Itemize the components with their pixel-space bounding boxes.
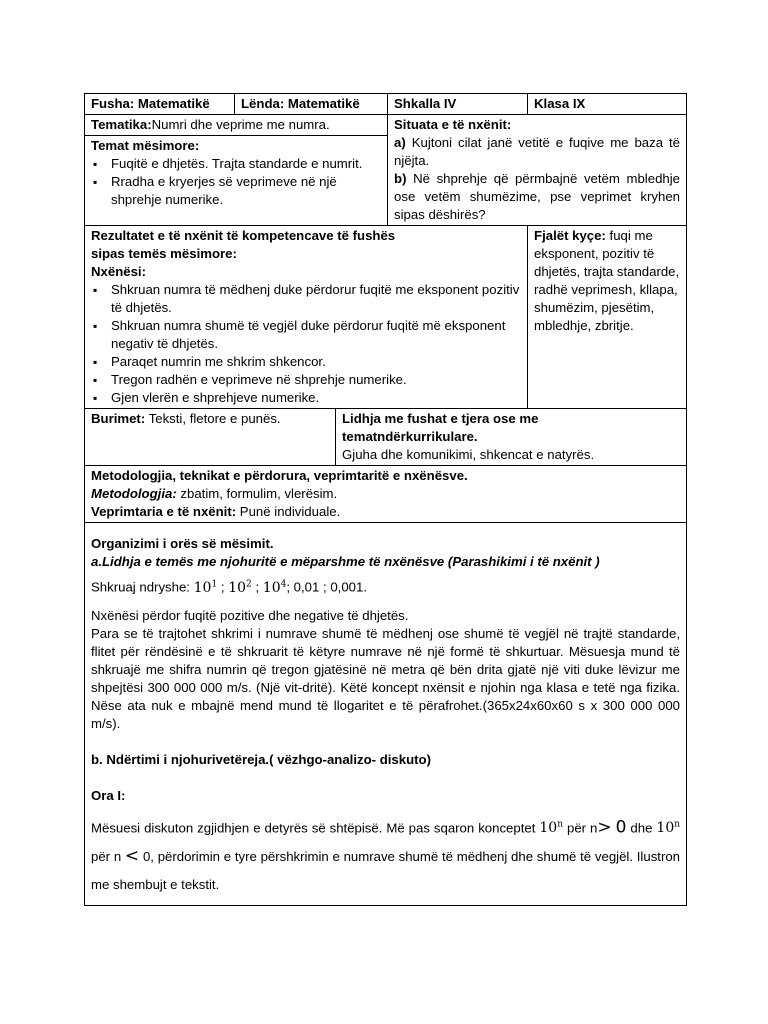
para1-rest: Para se të trajtohet shkrimi i numrave shumë të mëdhenj ose shumë të vegjël në trajtë standarde, flitet për rëndësinë e të shkruarit të këtyre numrave në një formë të shkurtuar. Mësuesja mund të shkruajë me shifra numrin që tregon gjatësinë në metra që bën drita gjatë një viti duke lëvizur me shpejtësi 300 000 000 m/s. (Një vit-dritë). Këtë koncept nxënsit e njohin nga klasa e tetë nga fizika. Nëse ata nuk e mbajnë mend mund të llogaritet e të përafrohet.(365x24x60x60 s x 300 000 000 m/s). <box>91 625 681 731</box>
situata-b-text: Në shprehje që përmbajnë vetëm mbledhje ose vetëm shumëzime, pse veprimet kryhen sipas dëshirës? <box>394 171 681 222</box>
situata-cell <box>388 115 687 226</box>
rezultat-item: ▪ Shkruan numra të mëdhenj duke përdorur fuqitë me eksponent pozitiv të dhjetës. <box>111 281 521 317</box>
fjalet-cell <box>528 226 687 409</box>
metodologjia-label: Metodologjia: <box>91 486 177 501</box>
rezultatet-cell <box>85 226 528 409</box>
dhe-text: dhe <box>630 820 653 836</box>
burimet-text: Teksti, fletore e punës. <box>148 411 281 426</box>
shkalla-label: Shkalla IV <box>394 96 457 111</box>
lidhja-label-2: tematndërkurrikulare. <box>342 429 478 444</box>
lidhja-cell <box>336 409 687 466</box>
separator: ; <box>255 579 260 595</box>
rezultat-item: ▪ Gjen vlerën e shprehjeve numerike. <box>111 389 521 407</box>
less-than-sign: < <box>124 846 140 867</box>
rezultatet-label-2: sipas temës mësimore: <box>91 246 237 261</box>
tematika-label: Tematika: <box>91 117 152 132</box>
temat-item: ▪ Rradha e kryerjes së veprimeve në një shprehje numerike. <box>111 173 381 209</box>
shkruaj-tail: ; 0,01 ; 0,001. <box>286 579 368 595</box>
klasa-label: Klasa IX <box>534 96 586 111</box>
tematika-row <box>85 115 387 136</box>
lenda-label: Lënda: Matematikë <box>241 96 360 111</box>
rezultatet-label-1: Rezultatet e të nxënit të kompetencave të fushës <box>91 228 396 243</box>
situata-label: Situata e të nxënit: <box>394 117 512 132</box>
para1-line1: Nxënësi përdor fuqitë pozitive dhe negative të dhjetës. <box>91 607 409 623</box>
greater-than-sign: > <box>597 817 612 838</box>
ora-paragraph <box>91 811 680 900</box>
shkruaj-line <box>91 575 680 597</box>
nxenesi-label: Nxënësi: <box>91 264 146 279</box>
situata-a-text: Kujtoni cilat janë vetitë e fuqive me baza të njëjta. <box>394 135 681 168</box>
zero-value: 0 <box>615 817 627 838</box>
ora-text-1: Mësuesi diskuton zgjidhjen e detyrës së shtëpisë. Më pas sqaron konceptet <box>91 820 536 836</box>
burimet-label: Burimet: <box>91 411 146 426</box>
metodologjia-text: zbatim, formulim, vlerësim. <box>180 486 338 501</box>
organizimi-sub-a: a.Lidhja e temës me njohuritë e mëparshme të nxënësve (Parashikimi i të nxënit ) <box>91 554 600 569</box>
fusha-label: Fusha: Matematikë <box>91 96 210 111</box>
per-n-1: për n <box>566 820 598 836</box>
klasa-cell <box>528 94 687 115</box>
burimet-cell <box>85 409 336 466</box>
lesson-plan-page <box>84 93 686 906</box>
separator: ; <box>220 579 225 595</box>
metodologjia-heading: Metodologjia, teknikat e përdorura, veprimtaritë e nxënësve. <box>91 468 468 483</box>
organizimi-sub-b: b. Ndërtimi i njohurivetëreja.( vëzhgo-analizo- diskuto) <box>91 751 431 767</box>
power-10-n-2: 10$^n$ <box>656 819 681 837</box>
tematika-temat-cell <box>85 115 388 226</box>
per-n-2: për n <box>91 849 122 865</box>
shkalla-cell <box>388 94 528 115</box>
organizimi-cell <box>85 523 687 906</box>
power-10-2: $10^2$ <box>228 579 252 596</box>
shkruaj-label: Shkruaj ndryshe: <box>91 579 190 595</box>
lidhja-label-1: Lidhja me fushat e tjera ose me <box>342 411 539 426</box>
veprimtaria-text: Punë individuale. <box>239 504 341 519</box>
rezultat-item: ▪ Shkruan numra shumë të vegjël duke përdorur fuqitë më eksponent negativ të dhjetës. <box>111 317 521 353</box>
temat-block <box>85 136 387 210</box>
ora-text-2: 0, përdorimin e tyre përshkrimin e numrave shumë të mëdhenj dhe shumë të vegjël. Ilustron me shembujt e tekstit. <box>91 849 681 893</box>
power-10-4: $10^4$ <box>262 579 287 596</box>
lesson-plan-table <box>84 93 687 906</box>
power-10-1: $10^1$ <box>193 579 218 596</box>
fusha-cell <box>85 94 235 115</box>
lenda-cell <box>235 94 388 115</box>
temat-label: Temat mësimore: <box>91 138 200 153</box>
lidhja-text: Gjuha dhe komunikimi, shkencat e natyrës. <box>342 447 595 462</box>
power-10-n: 10$^n$ <box>539 819 563 837</box>
veprimtaria-label: Veprimtaria e të nxënit: <box>91 504 237 519</box>
tematika-value: Numri dhe veprime me numra. <box>151 117 330 132</box>
rezultatet-list <box>91 281 521 407</box>
fjalet-label: Fjalët kyçe: <box>534 228 606 243</box>
situata-b-prefix: b) <box>394 171 407 186</box>
organizimi-heading: Organizimi i orës së mësimit. <box>91 536 274 551</box>
temat-item: ▪ Fuqitë e dhjetës. Trajta standarde e numrit. <box>111 155 381 173</box>
ora-heading: Ora I: <box>91 787 126 803</box>
fjalet-text: fuqi me eksponent, pozitiv të dhjetës, trajta standarde, radhë veprimesh, kllapa, shumëzim, pjesëtim, mbledhje, zbritje. <box>534 228 680 333</box>
temat-list <box>91 155 381 209</box>
metodologjia-cell <box>85 466 687 523</box>
rezultat-item: ▪ Tregon radhën e veprimeve në shprehje numerike. <box>111 371 521 389</box>
situata-a-prefix: a) <box>394 135 406 150</box>
rezultat-item: ▪ Paraqet numrin me shkrim shkencor. <box>111 353 521 371</box>
